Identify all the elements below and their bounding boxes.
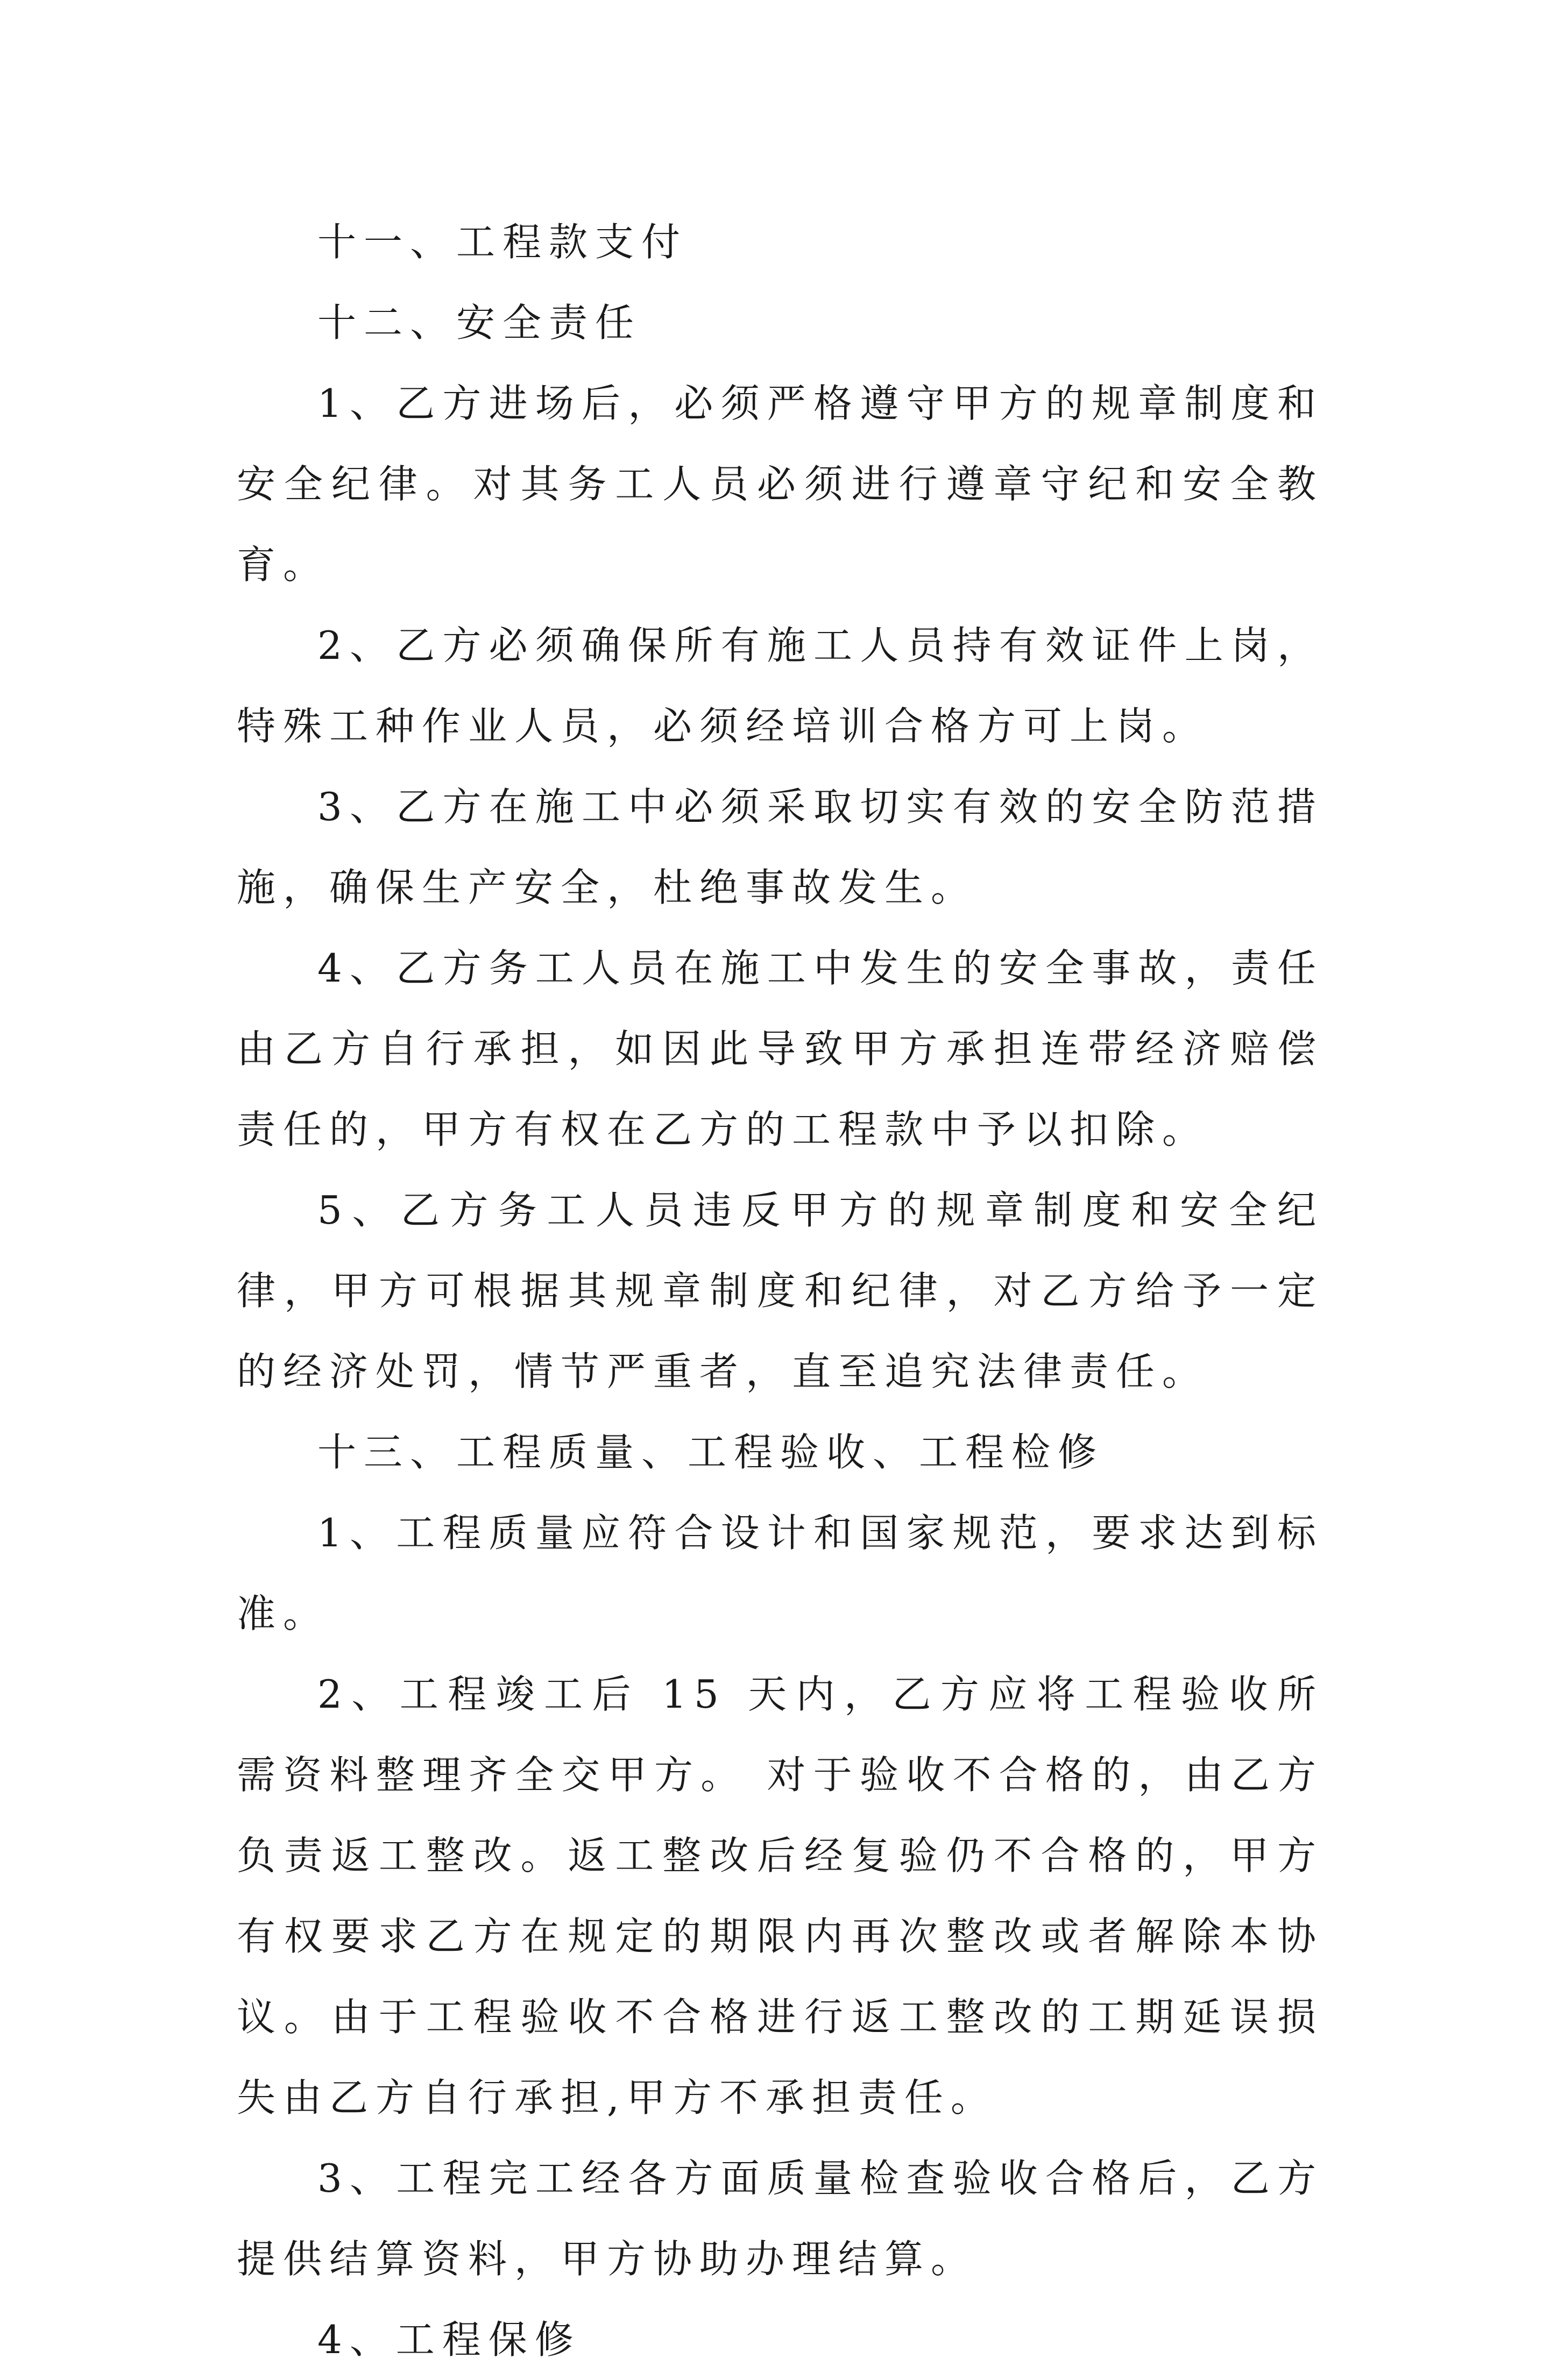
quality-clause-3: 3、工程完工经各方面质量检查验收合格后，乙方提供结算资料，甲方协助办理结算。 [237,2156,1324,2282]
section-heading-safety: 十二、安全责任 [317,300,642,345]
document-body [237,202,1324,2380]
quality-clause-4-warranty: 4、工程保修 [317,2317,581,2362]
quality-clause-1: 1、工程质量应符合设计和国家规范，要求达到标准。 [237,1510,1324,1636]
section-heading-quality: 十三、工程质量、工程验收、工程检修 [317,1430,1105,1475]
quality-clause-2: 2、工程竣工后 15 天内，乙方应将工程验收所需资料整理齐全交甲方。 对于验收不合格的，由乙方负责返工整改。返工整改后经复验仍不合格的，甲方有权要求乙方在规定的期限内再次整改或者解除本协议。由于工程验收不合格进行返工整改的工期延误损失由乙方自行承担,甲方不承担责任。 [237,1672,1324,2120]
safety-clause-2: 2、乙方必须确保所有施工人员持有效证件上岗，特殊工种作业人员，必须经培训合格方可上岗。 [237,623,1324,749]
safety-clause-4: 4、乙方务工人员在施工中发生的安全事故，责任由乙方自行承担，如因此导致甲方承担连带经济赔偿责任的，甲方有权在乙方的工程款中予以扣除。 [237,946,1324,1152]
safety-clause-5: 5、乙方务工人员违反甲方的规章制度和安全纪律，甲方可根据其规章制度和纪律，对乙方给予一定的经济处罚，情节严重者，直至追究法律责任。 [237,1188,1324,1394]
section-heading-payment: 十一、工程款支付 [317,219,688,265]
safety-clause-3: 3、乙方在施工中必须采取切实有效的安全防范措施，确保生产安全，杜绝事故发生。 [237,784,1324,910]
safety-clause-1: 1、乙方进场后，必须严格遵守甲方的规章制度和安全纪律。对其务工人员必须进行遵章守纪和安全教育。 [237,381,1324,587]
